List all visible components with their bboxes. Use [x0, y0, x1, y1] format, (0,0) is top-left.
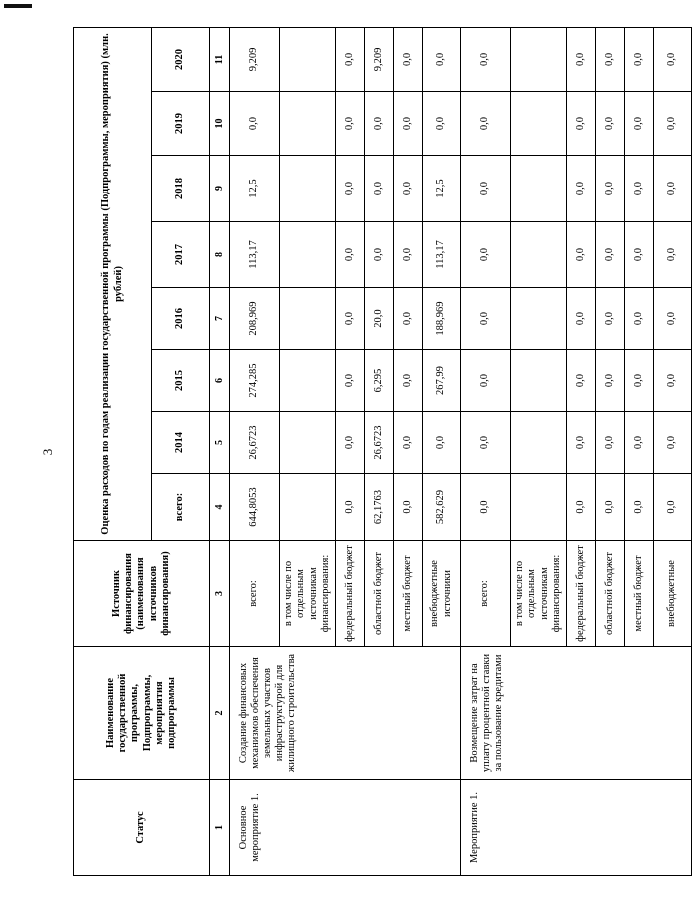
value-cell: 274,285 [230, 350, 280, 412]
value-cell: 0,0 [625, 412, 654, 474]
value-cell [511, 412, 567, 474]
column-number: 9 [210, 156, 230, 222]
value-cell: 62,1763 [365, 474, 394, 541]
value-cell [280, 288, 336, 350]
header-financing-source: Источник финансирования (наименования источников финансирования) [74, 541, 210, 647]
header-year: 2016 [152, 288, 210, 350]
value-cell: 0,0 [625, 288, 654, 350]
table-row [461, 27, 511, 875]
financing-source-cell: внебюджетные источники [423, 541, 461, 647]
value-cell [511, 27, 567, 91]
value-cell: 0,0 [336, 222, 365, 288]
header-year: 2015 [152, 350, 210, 412]
value-cell: 0,0 [625, 474, 654, 541]
value-cell: 0,0 [394, 156, 423, 222]
value-cell: 0,0 [567, 412, 596, 474]
value-cell: 0,0 [625, 156, 654, 222]
program-name-cell: Создание финансовых механизмов обеспечения земельных участков инфраструктурой для жилищного строительства [230, 647, 461, 780]
value-cell: 0,0 [596, 474, 625, 541]
column-number: 6 [210, 350, 230, 412]
header-year: 2017 [152, 222, 210, 288]
header-row-1 [74, 27, 152, 875]
value-cell: 0,0 [654, 92, 692, 156]
value-cell: 0,0 [365, 92, 394, 156]
value-cell [511, 474, 567, 541]
column-number: 4 [210, 474, 230, 541]
value-cell: 12,5 [423, 156, 461, 222]
value-cell: 644,8053 [230, 474, 280, 541]
value-cell: 0,0 [461, 350, 511, 412]
column-number: 1 [210, 780, 230, 876]
value-cell: 0,0 [461, 27, 511, 91]
value-cell: 0,0 [567, 156, 596, 222]
value-cell: 0,0 [567, 474, 596, 541]
value-cell: 0,0 [394, 474, 423, 541]
value-cell: 0,0 [654, 350, 692, 412]
value-cell: 0,0 [654, 27, 692, 91]
value-cell: 20,0 [365, 288, 394, 350]
value-cell: 9,209 [365, 27, 394, 91]
value-cell [511, 222, 567, 288]
value-cell: 0,0 [336, 156, 365, 222]
value-cell: 0,0 [365, 222, 394, 288]
value-cell [280, 156, 336, 222]
value-cell: 0,0 [596, 92, 625, 156]
column-numbers-row [210, 27, 230, 875]
value-cell [280, 92, 336, 156]
value-cell: 0,0 [336, 474, 365, 541]
value-cell: 0,0 [567, 350, 596, 412]
value-cell: 0,0 [423, 92, 461, 156]
table-row [230, 27, 280, 875]
financing-source-cell: всего: [230, 541, 280, 647]
value-cell: 0,0 [567, 92, 596, 156]
value-cell [280, 222, 336, 288]
header-program-name: Наименование государственной программы, Подпрограммы, мероприятия подпрограммы [74, 647, 210, 780]
value-cell: 26,6723 [230, 412, 280, 474]
header-estimate: Оценка расходов по годам реализации государственной программы (Подпрограммы, мероприятия) (млн. рублей) [74, 27, 152, 540]
financing-source-cell: областной бюджет [596, 541, 625, 647]
value-cell: 0,0 [654, 412, 692, 474]
value-cell: 0,0 [461, 288, 511, 350]
scan-mark [4, 4, 32, 8]
header-total: всего: [152, 474, 210, 541]
value-cell: 0,0 [365, 156, 394, 222]
header-status: Статус [74, 780, 210, 876]
column-number: 8 [210, 222, 230, 288]
value-cell: 0,0 [394, 92, 423, 156]
value-cell: 0,0 [336, 92, 365, 156]
financing-source-cell: местный бюджет [625, 541, 654, 647]
value-cell: 582,629 [423, 474, 461, 541]
financing-source-cell: в том числе по отдельным источникам финансирования: [511, 541, 567, 647]
value-cell: 0,0 [654, 222, 692, 288]
column-number: 2 [210, 647, 230, 780]
value-cell: 0,0 [567, 27, 596, 91]
header-year: 2014 [152, 412, 210, 474]
value-cell: 0,0 [461, 412, 511, 474]
value-cell: 0,0 [423, 27, 461, 91]
program-name-cell: Возмещение затрат на уплату процентной ставки за пользование кредитами [461, 647, 692, 780]
header-year: 2018 [152, 156, 210, 222]
value-cell: 6,295 [365, 350, 394, 412]
value-cell: 0,0 [567, 288, 596, 350]
rotated-table-container [73, 28, 678, 876]
value-cell: 0,0 [625, 350, 654, 412]
financing-source-cell: внебюджетные [654, 541, 692, 647]
value-cell: 0,0 [461, 474, 511, 541]
value-cell [280, 27, 336, 91]
value-cell: 0,0 [461, 222, 511, 288]
value-cell: 0,0 [336, 350, 365, 412]
value-cell: 0,0 [596, 27, 625, 91]
value-cell: 0,0 [394, 27, 423, 91]
value-cell [280, 412, 336, 474]
value-cell: 0,0 [625, 222, 654, 288]
value-cell: 0,0 [596, 156, 625, 222]
value-cell: 0,0 [336, 412, 365, 474]
value-cell: 113,17 [230, 222, 280, 288]
column-number: 11 [210, 27, 230, 91]
value-cell: 0,0 [461, 156, 511, 222]
value-cell: 12,5 [230, 156, 280, 222]
value-cell: 26,6723 [365, 412, 394, 474]
value-cell: 0,0 [394, 288, 423, 350]
financing-table [73, 27, 692, 876]
value-cell [511, 350, 567, 412]
value-cell: 0,0 [625, 27, 654, 91]
value-cell: 0,0 [336, 27, 365, 91]
financing-source-cell: в том числе по отдельным источникам финансирования: [280, 541, 336, 647]
column-number: 7 [210, 288, 230, 350]
value-cell: 0,0 [654, 288, 692, 350]
value-cell [511, 156, 567, 222]
column-number: 3 [210, 541, 230, 647]
financing-source-cell: всего: [461, 541, 511, 647]
financing-source-cell: местный бюджет [394, 541, 423, 647]
value-cell: 9,209 [230, 27, 280, 91]
value-cell: 0,0 [394, 412, 423, 474]
financing-source-cell: федеральный бюджет [567, 541, 596, 647]
value-cell [280, 350, 336, 412]
value-cell: 0,0 [336, 288, 365, 350]
value-cell: 188,969 [423, 288, 461, 350]
column-number: 10 [210, 92, 230, 156]
value-cell: 0,0 [654, 156, 692, 222]
value-cell: 0,0 [461, 92, 511, 156]
financing-source-cell: федеральный бюджет [336, 541, 365, 647]
value-cell: 0,0 [654, 474, 692, 541]
column-number: 5 [210, 412, 230, 474]
value-cell: 0,0 [394, 222, 423, 288]
value-cell: 0,0 [596, 288, 625, 350]
value-cell [280, 474, 336, 541]
value-cell: 0,0 [596, 222, 625, 288]
value-cell: 208,969 [230, 288, 280, 350]
header-year: 2019 [152, 92, 210, 156]
value-cell: 0,0 [394, 350, 423, 412]
status-cell: Мероприятие 1. [461, 780, 692, 876]
value-cell: 0,0 [625, 92, 654, 156]
value-cell: 0,0 [596, 412, 625, 474]
value-cell: 0,0 [230, 92, 280, 156]
value-cell [511, 288, 567, 350]
value-cell: 113,17 [423, 222, 461, 288]
value-cell [511, 92, 567, 156]
page-number: 3 [40, 448, 55, 456]
financing-source-cell: областной бюджет [365, 541, 394, 647]
value-cell: 267,99 [423, 350, 461, 412]
value-cell: 0,0 [423, 412, 461, 474]
value-cell: 0,0 [567, 222, 596, 288]
header-year: 2020 [152, 27, 210, 91]
value-cell: 0,0 [596, 350, 625, 412]
status-cell: Основное мероприятие 1. [230, 780, 461, 876]
